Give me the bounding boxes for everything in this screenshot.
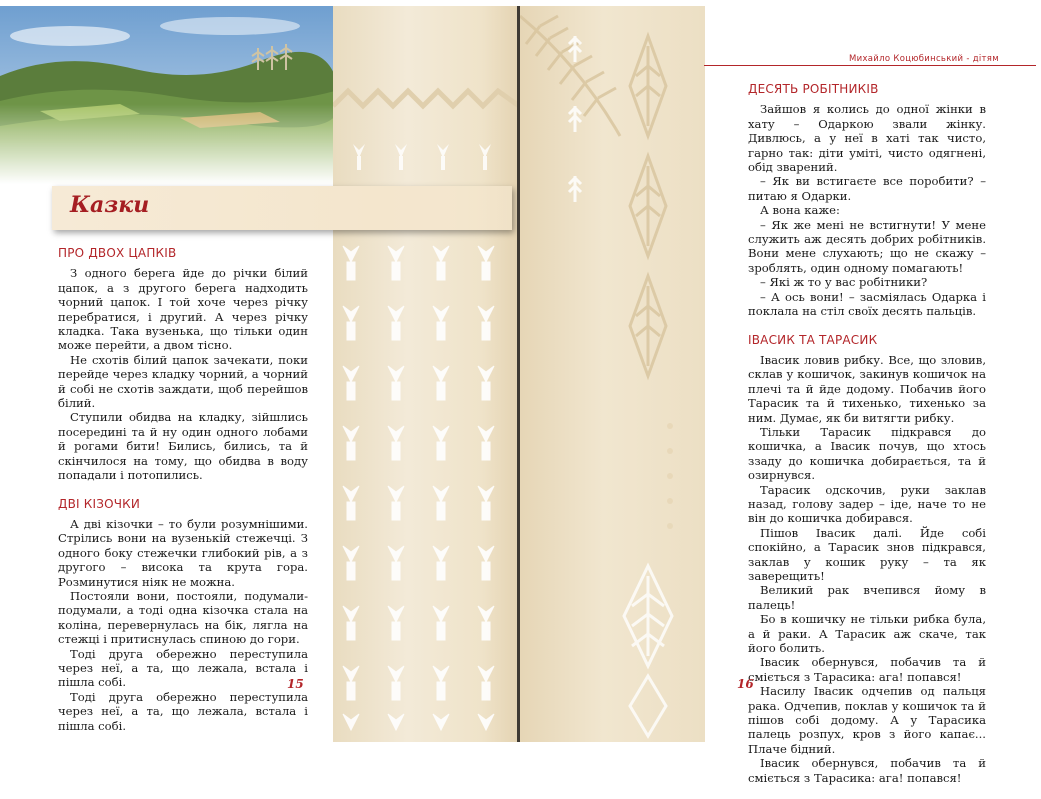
- paragraph: Великий рак вчепився йому в палець!: [748, 583, 986, 612]
- paragraph: Насилу Івасик одчепив од пальця рака. Одчепив, поклав у кошичок та й пішов собі додому. А у Тарасика палець розпух, кров з його капає... Плаче бідний.: [748, 684, 986, 756]
- paragraph: Постояли вони, постояли, подумали-подумали, а тоді одна кізочка стала на коліна, перевернулась на бік, лягла на стежці і притиснулась спиною до гори.: [58, 588, 308, 647]
- story-desiat-robitnykiv: [748, 82, 986, 319]
- paragraph: Тарасик одскочив, руки заклав назад, голову задер – іде, наче то не він до кошичка добирався.: [748, 482, 986, 526]
- paragraph: – Як ви встигаєте все поробити? – питаю я Одарки.: [748, 174, 986, 203]
- paragraph: Івасик обернувся, побачив та й сміється з Тарасика: ага! попався!: [748, 655, 986, 684]
- paragraph: Івасик ловив рибку. Все, що зловив, склав у кошичок, закинув кошичок на плечі та й йде додому. Побачив його Тарасик та й тихенько, тихенько за ним. Думає, як би витягти рибку.: [748, 352, 986, 425]
- story-title: ДЕСЯТЬ РОБІТНИКІВ: [748, 82, 879, 96]
- paragraph: Івасик обернувся, побачив та й сміється з Тарасика: ага! попався!: [748, 756, 986, 785]
- header-rule: [704, 65, 1036, 66]
- paragraph: Ступили обидва на кладку, зійшлись посередині та й ну один одного лобами й рогами бити! Бились, бились, та й скінчилося на тому, що обидва в воду попадали і потопились.: [58, 410, 308, 483]
- page-number: 15: [287, 677, 304, 691]
- landscape-photo: [0, 6, 335, 184]
- story-title: ПРО ДВОХ ЦАПКІВ: [58, 246, 177, 260]
- paragraph: – Які ж то у вас робітники?: [760, 275, 928, 290]
- left-page: [0, 0, 520, 746]
- paragraph: Не схотів білий цапок зачекати, поки перейде через кладку чорний, а чорний й собі не схотів заждати, щоб перейшов білий.: [58, 352, 308, 411]
- running-head: Михайло Коцюбинський - дітям: [849, 54, 999, 64]
- story-dvi-kizochky: [58, 497, 308, 734]
- section-banner: [52, 186, 512, 230]
- story-ivasyk-ta-tarasyk: [748, 333, 986, 786]
- story-pro-dvokh-tsapkiv: [58, 246, 308, 483]
- paragraph: Зайшов я колись до одної жінки в хату – Одаркою звали жінку. Дивлюсь, а у неї в хаті так чисто, гарно так: діти уміті, чисто одягнені, обід зварений.: [748, 102, 986, 175]
- right-text-column: [748, 82, 986, 799]
- paragraph: Тоді друга обережно переступила через неї, а та, що лежала, встала і пішла собі.: [58, 689, 308, 733]
- section-title: Казки: [70, 192, 150, 218]
- paragraph: Пішов Івасик далі. Йде собі спокійно, а Тарасик знов підкрався, заклав у кошик руку – та як заверещить!: [748, 525, 986, 583]
- ornament-strip-right: [520, 6, 705, 742]
- fern-leaf-icon: [520, 16, 620, 136]
- paragraph: Бо в кошичку не тільки рибка була, а й раки. А Тарасик аж скаче, так його болить.: [748, 612, 986, 656]
- paragraph: Тоді друга обережно переступила через неї, а та, що лежала, встала і пішла собі.: [58, 646, 308, 690]
- story-title: ДВІ КІЗОЧКИ: [58, 496, 141, 511]
- ornament-strip-left: [333, 6, 519, 742]
- left-text-column: [58, 246, 308, 747]
- story-title: ІВАСИК ТА ТАРАСИК: [748, 332, 878, 347]
- paragraph: Тільки Тарасик підкрався до кошичка, а Івасик почув, що хтось ззаду до кошичка добирається, та й озирнувся.: [748, 424, 986, 483]
- paragraph: А вона каже:: [760, 203, 840, 218]
- paragraph: З одного берега йде до річки білий цапок, а з другого берега надходить чорний цапок. І той хоче через річку перебратися, і другий. А через річку кладка. Така вузенька, що тільки один може перейти, а двом тісно.: [58, 266, 308, 353]
- page-number: 16: [737, 677, 754, 691]
- paragraph: А дві кізочки – то були розумнішими. Стрілись вони на вузенькій стежечці. З одного боку стежечки глибокий рів, а з другого – висока та крута гора. Розминутися ніяк не можна.: [58, 516, 308, 589]
- paragraph: – А ось вони! – засміялась Одарка і поклала на стіл своїх десять пальців.: [748, 289, 986, 319]
- paragraph: – Як же мені не встигнути! У мене служить аж десять добрих робітників. Вони мене слухають; що не скажу – зроблять, один одному помагають!: [748, 217, 986, 275]
